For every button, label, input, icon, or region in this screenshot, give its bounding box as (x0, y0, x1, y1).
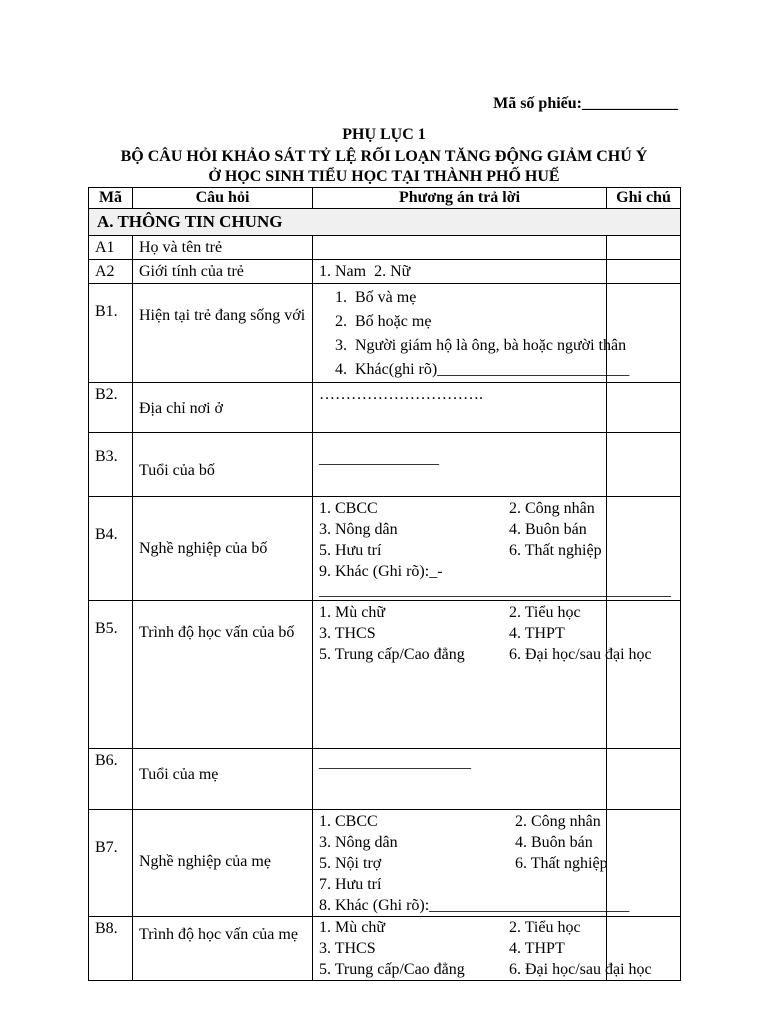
option-item[interactable]: 6. Đại học/sau đại học (509, 961, 652, 978)
note-cell[interactable] (607, 236, 681, 260)
option-item[interactable]: 1. Mù chữ (319, 919, 385, 936)
questionnaire-table (88, 187, 681, 981)
option-item[interactable]: 6. Thất nghiệp (509, 542, 602, 559)
answer-cell[interactable] (313, 917, 652, 981)
row-question: Họ và tên trẻ (133, 236, 313, 260)
option-item[interactable]: 3. Nông dân (319, 834, 398, 851)
row-code: B1. (89, 284, 133, 383)
option-item[interactable]: 5. Nội trợ (319, 855, 382, 872)
option-item[interactable]: 5. Trung cấp/Cao đẳng (319, 646, 465, 663)
col-header-note: Ghi chú (607, 188, 681, 209)
note-cell[interactable] (607, 260, 681, 284)
row-code: B7. (89, 810, 133, 917)
note-cell[interactable] (607, 383, 681, 433)
answer-cell[interactable] (313, 497, 671, 601)
row-question: Tuổi của mẹ (133, 749, 313, 810)
row-code: A2 (89, 260, 133, 284)
option-item[interactable]: 1. Bố và mẹ (335, 289, 417, 306)
answer-cell[interactable] (313, 284, 630, 383)
table-header-row (89, 188, 681, 209)
row-code: B3. (89, 433, 133, 497)
option-item[interactable]: 1. CBCC (319, 813, 378, 830)
survey-title: BỘ CÂU HỎI KHẢO SÁT TỶ LỆ RỐI LOẠN TĂNG ĐỘNG GIẢM CHÚ Ý (120, 148, 648, 165)
option-item[interactable]: 4. THPT (509, 940, 565, 957)
option-item[interactable]: 2. Tiểu học (509, 604, 581, 621)
answer-cell[interactable]: 1. Nam 2. Nữ (313, 260, 607, 284)
row-code: B4. (89, 497, 133, 601)
table-row (89, 260, 681, 284)
option-item[interactable]: 2. Công nhân (515, 813, 601, 830)
option-item[interactable]: 4. THPT (509, 625, 565, 642)
row-question: Tuổi của bố (133, 433, 313, 497)
table-row (89, 433, 681, 497)
col-header-code: Mã (89, 188, 133, 209)
option-item[interactable]: 5. Hưu trí (319, 542, 382, 559)
option-item[interactable]: 5. Trung cấp/Cao đẳng (319, 961, 465, 978)
option-item[interactable]: 2. Công nhân (509, 500, 595, 517)
row-code: B6. (89, 749, 133, 810)
row-question: Nghề nghiệp của bố (133, 497, 313, 601)
option-item[interactable]: 8. Khác (Ghi rõ):_________________________ (319, 897, 630, 914)
col-header-answer: Phương án trả lời (313, 188, 607, 209)
section-row (89, 209, 681, 236)
option-item[interactable]: 3. Người giám hộ là ông, bà hoặc người thân (335, 337, 627, 354)
note-cell[interactable] (607, 433, 681, 497)
option-item[interactable]: 1. Mù chữ (319, 604, 385, 621)
row-question: Giới tính của trẻ (133, 260, 313, 284)
table-row (89, 383, 681, 433)
option-item[interactable]: 2. Bố hoặc mẹ (335, 313, 432, 330)
row-question: Trình độ học vấn của bố (133, 601, 313, 749)
row-code: B5. (89, 601, 133, 749)
form-code-field: Mã số phiếu:____________ (493, 95, 678, 112)
option-item[interactable]: 4. Buôn bán (509, 521, 587, 538)
answer-cell[interactable]: ___________________ (313, 749, 607, 810)
table-row (89, 284, 681, 383)
option-item[interactable]: 7. Hưu trí (319, 876, 382, 893)
option-item[interactable]: 1. CBCC (319, 500, 378, 517)
row-question: Nghề nghiệp của mẹ (133, 810, 313, 917)
answer-cell[interactable] (313, 236, 607, 260)
option-item[interactable]: 4. Khác(ghi rõ)________________________ (335, 361, 630, 378)
table-row (89, 917, 681, 981)
row-question: Hiện tại trẻ đang sống với (133, 284, 313, 383)
option-item[interactable]: 6. Thất nghiệp (515, 855, 608, 872)
row-code: B2. (89, 383, 133, 433)
section-a-title: A. THÔNG TIN CHUNG (89, 209, 681, 236)
note-cell[interactable] (607, 749, 681, 810)
option-item[interactable]: 3. Nông dân (319, 521, 398, 538)
table-row (89, 601, 681, 749)
answer-cell[interactable]: …………………………. (313, 383, 607, 433)
row-question: Địa chỉ nơi ở (133, 383, 313, 433)
survey-subtitle: Ở HỌC SINH TIỂU HỌC TẠI THÀNH PHỐ HUẾ (208, 168, 560, 185)
option-item[interactable]: 2. Tiểu học (509, 919, 581, 936)
option-item[interactable]: 9. Khác (Ghi rõ):_- (319, 563, 443, 580)
option-item[interactable]: 3. THCS (319, 940, 376, 957)
option-item[interactable]: 6. Đại học/sau đại học (509, 646, 652, 663)
option-item[interactable]: 3. THCS (319, 625, 376, 642)
row-code: B8. (89, 917, 133, 981)
table-row (89, 810, 681, 917)
fill-line[interactable]: ____________________________________________ (319, 582, 671, 599)
answer-cell[interactable]: _______________ (313, 433, 607, 497)
table-row (89, 236, 681, 260)
option-item[interactable]: 4. Buôn bán (515, 834, 593, 851)
answer-cell[interactable] (313, 810, 630, 917)
answer-cell[interactable] (313, 601, 652, 749)
table-row (89, 497, 681, 601)
row-code: A1 (89, 236, 133, 260)
appendix-title: PHỤ LỤC 1 (342, 126, 426, 143)
row-question: Trình độ học vấn của mẹ (133, 917, 313, 981)
table-row (89, 749, 681, 810)
col-header-question: Câu hỏi (133, 188, 313, 209)
